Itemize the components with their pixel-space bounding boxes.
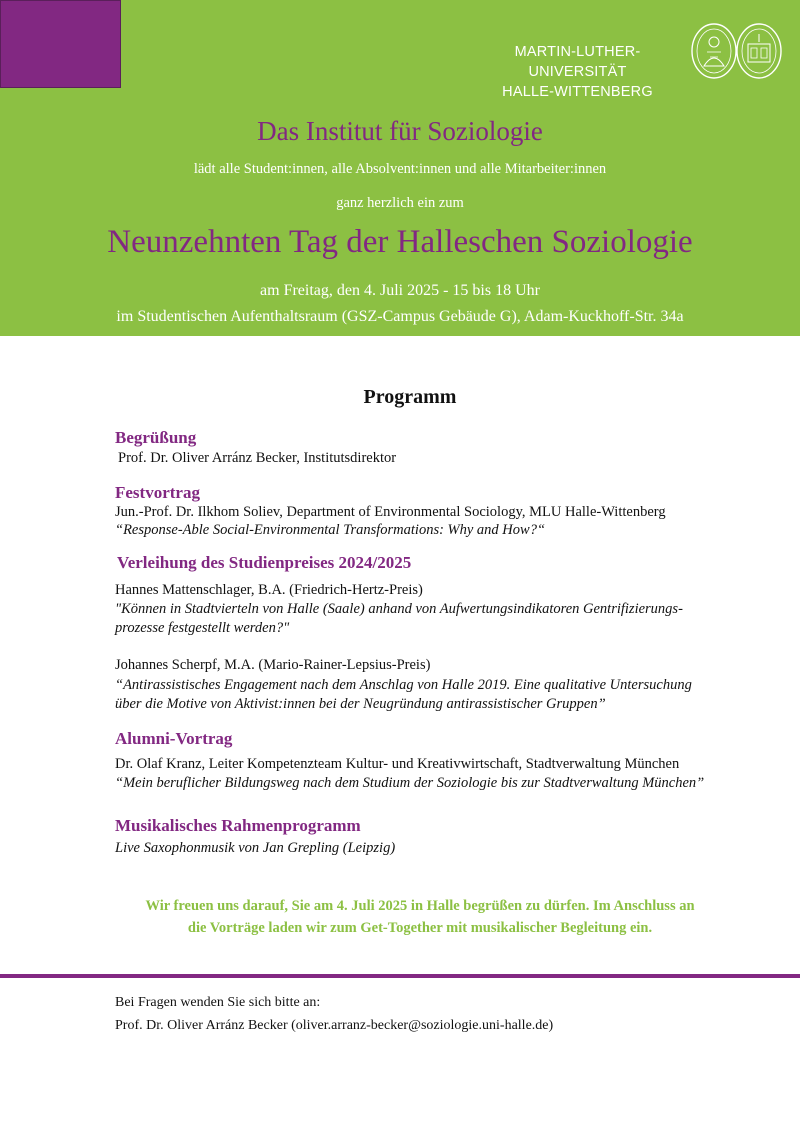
invitation-line2: ganz herzlich ein zum xyxy=(336,195,464,211)
welcome-heading: Begrüßung xyxy=(115,428,197,447)
university-seal-icon xyxy=(690,22,738,80)
keynote-speaker: Jun.-Prof. Dr. Ilkhom Soliev, Department of Environmental Sociology, MLU Halle-Wittenberg xyxy=(115,504,666,520)
purple-corner-block xyxy=(0,0,121,88)
keynote-heading: Festvortrag xyxy=(115,483,200,502)
closing-line2: die Vorträge laden wir zum Get-Together mit musikalischer Begleitung ein. xyxy=(187,920,653,936)
alumni-talk-title: “Mein beruflicher Bildungsweg nach dem Studium der Soziologie bis zur Stadtverwaltung München” xyxy=(115,775,705,791)
award2-title-line1: “Antirassistisches Engagement nach dem Anschlag von Halle 2019. Eine qualitative Untersuchung xyxy=(115,677,692,693)
divider-rule xyxy=(0,974,800,978)
music-heading: Musikalisches Rahmenprogramm xyxy=(115,816,361,835)
award1-title-line2: prozesse festgestellt werden?" xyxy=(115,620,290,636)
alumni-heading: Alumni-Vortrag xyxy=(115,729,233,748)
award-heading: Verleihung des Studienpreises 2024/2025 xyxy=(117,553,412,572)
event-location: im Studentischen Aufenthaltsraum (GSZ-Campus Gebäude G), Adam-Kuckhoff-Str. 34a xyxy=(116,308,684,325)
contact-prompt: Bei Fragen wenden Sie sich bitte an: xyxy=(115,995,321,1010)
award1-title-line1: "Können in Stadtvierteln von Halle (Saale) anhand von Aufwertungsindikatoren Gentrifizierungs- xyxy=(115,601,683,617)
event-date: am Freitag, den 4. Juli 2025 - 15 bis 18 Uhr xyxy=(260,282,540,299)
university-name-line1: MARTIN-LUTHER-UNIVERSITÄT xyxy=(514,44,641,80)
university-name xyxy=(470,42,685,102)
header-banner xyxy=(0,0,800,336)
award2-person: Johannes Scherpf, M.A. (Mario-Rainer-Lepsius-Preis) xyxy=(115,657,431,673)
music-detail: Live Saxophonmusik von Jan Grepling (Leipzig) xyxy=(115,840,396,856)
keynote-title: “Response-Able Social-Environmental Transformations: Why and How?“ xyxy=(115,522,546,538)
award2-title-line2: über die Motive von Aktivist:innen bei der Neugründung antirassistischer Gruppen” xyxy=(115,696,606,712)
university-name-line2: HALLE-WITTENBERG xyxy=(502,84,653,100)
invitation-line1: lädt alle Student:innen, alle Absolvent:innen und alle Mitarbeiter:innen xyxy=(193,161,607,177)
closing-line1: Wir freuen uns darauf, Sie am 4. Juli 2025 in Halle begrüßen zu dürfen. Im Anschluss an xyxy=(145,898,695,914)
contact-person: Prof. Dr. Oliver Arránz Becker (oliver.arranz-becker@soziologie.uni-halle.de) xyxy=(115,1018,554,1033)
institute-heading: Das Institut für Soziologie xyxy=(257,116,543,146)
event-title: Neunzehnten Tag der Halleschen Soziologie xyxy=(107,224,693,260)
university-seal-icon-2 xyxy=(735,22,783,80)
welcome-speaker: Prof. Dr. Oliver Arránz Becker, Institutsdirektor xyxy=(118,450,397,466)
award1-person: Hannes Mattenschlager, B.A. (Friedrich-Hertz-Preis) xyxy=(115,582,423,598)
alumni-speaker: Dr. Olaf Kranz, Leiter Kompetenzteam Kultur- und Kreativwirtschaft, Stadtverwaltung München xyxy=(115,756,680,772)
program-title: Programm xyxy=(363,386,457,408)
